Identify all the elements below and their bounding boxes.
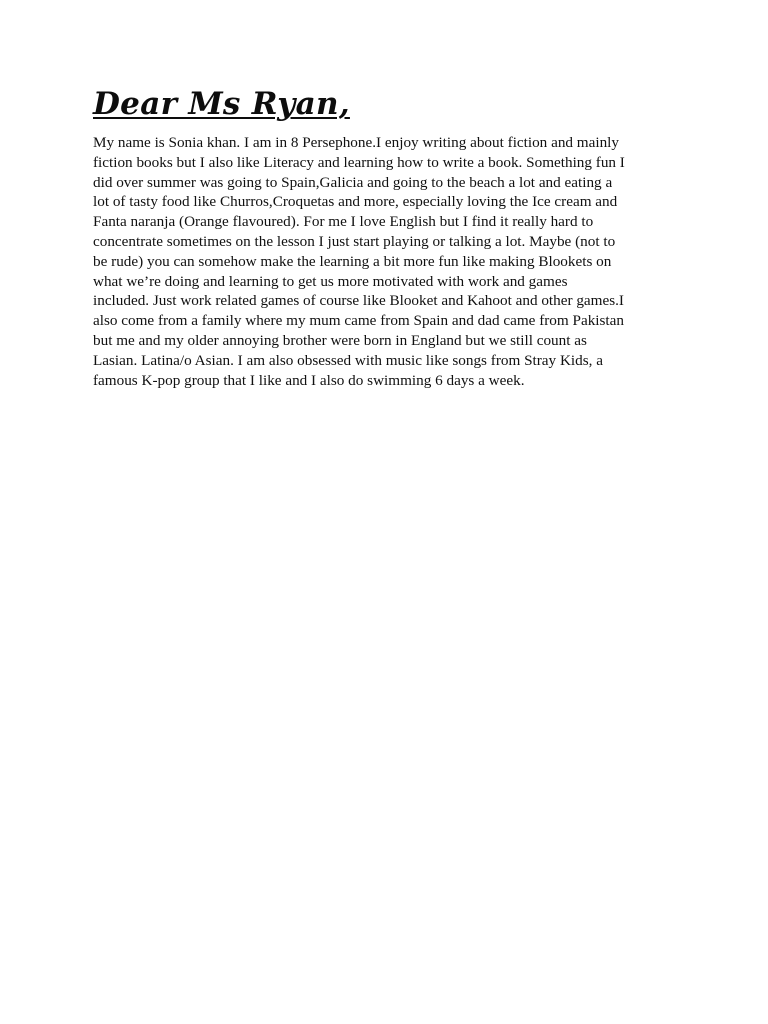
- letter-greeting: Dear Ms Ryan,: [93, 86, 350, 122]
- letter-line: famous K-pop group that I like and I also do swimming 6 days a week.: [93, 371, 525, 389]
- letter-line: Fanta naranja (Orange flavoured). For me I love English but I find it really hard to: [93, 213, 594, 231]
- letter-line: but me and my older annoying brother were born in England but we still count as: [93, 331, 587, 349]
- letter-line: included. Just work related games of course like Blooket and Kahoot and other games.I: [93, 292, 624, 310]
- letter-body: [93, 133, 677, 390]
- letter-line: what we’re doing and learning to get us more motivated with work and games: [93, 272, 568, 290]
- letter-line: fiction books but I also like Literacy and learning how to write a book. Something fun I: [93, 153, 625, 171]
- letter-line: be rude) you can somehow make the learning a bit more fun like making Blookets on: [93, 252, 612, 270]
- letter-line: concentrate sometimes on the lesson I just start playing or talking a lot. Maybe (not to: [93, 232, 616, 250]
- letter-line: also come from a family where my mum came from Spain and dad came from Pakistan: [93, 312, 624, 330]
- letter-line: did over summer was going to Spain,Galicia and going to the beach a lot and eating a: [93, 173, 613, 191]
- letter-line: My name is Sonia khan. I am in 8 Persephone.I enjoy writing about fiction and mainly: [93, 134, 619, 151]
- letter-line: Lasian. Latina/o Asian. I am also obsessed with music like songs from Stray Kids, a: [93, 351, 603, 369]
- letter-line: lot of tasty food like Churros,Croquetas and more, especially loving the Ice cream and: [93, 193, 618, 211]
